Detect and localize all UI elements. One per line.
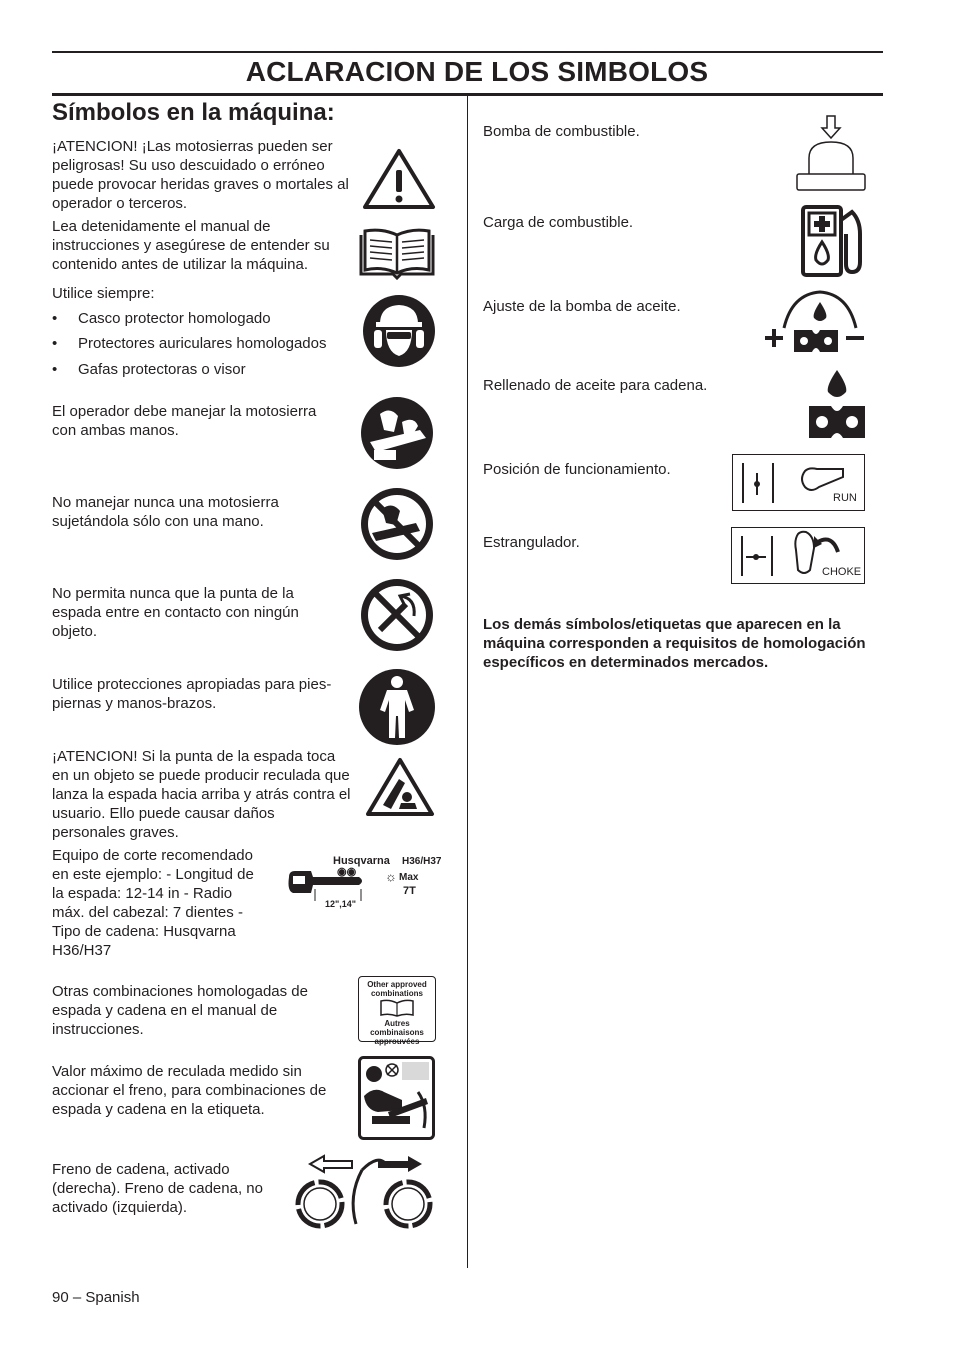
kickback-text: ¡ATENCION! Si la punta de la espada toca en un objeto se puede producir reculada que lanza la espada hacia arriba y atrás contra el usuario. Ello puede causar daños personales graves.	[52, 748, 351, 841]
fuel-pump-icon	[795, 114, 867, 194]
choke-text: Estrangulador.	[483, 534, 580, 551]
section-title: Símbolos en la máquina:	[52, 99, 335, 126]
use-always-text: Utilice siempre:	[52, 285, 155, 302]
label-teeth: 7T	[403, 885, 416, 897]
mini-book-icon	[379, 999, 415, 1017]
other-combinations-icon	[358, 976, 436, 1046]
other-combinations-top-label: Other approved combinations	[367, 980, 427, 998]
tip-contact-text: No permita nunca que la punta de la espada entre en contacto con ningún objeto.	[52, 585, 299, 640]
switch-choke-icon	[736, 532, 780, 580]
oil-fill-text: Rellenado de aceite para cadena.	[483, 377, 708, 394]
two-hands-icon	[360, 396, 434, 470]
cutting-equipment-text: Equipo de corte recomendado en este ejemplo: - Longitud de la espada: 12-14 in - Radio máx. del cabezal: 7 dientes - Tipo de cadena: Husqvarna H36/H37	[52, 847, 254, 959]
no-one-hand-icon	[360, 487, 434, 561]
fuel-fill-icon	[800, 204, 868, 278]
label-chain-type: H36/H37	[402, 856, 442, 867]
manual-text: Lea detenidamente el manual de instrucciones y asegúrese de entender su contenido antes de utilizar la máquina.	[52, 218, 330, 273]
other-combinations-text: Otras combinaciones homologadas de espada y cadena en el manual de instrucciones.	[52, 983, 308, 1038]
fuel-fill-text: Carga de combustible.	[483, 214, 634, 231]
top-rule	[52, 51, 883, 53]
run-position-text: Posición de funcionamiento.	[483, 461, 671, 478]
fuel-pump-text: Bomba de combustible.	[483, 123, 640, 140]
label-length: 12",14"	[325, 899, 357, 909]
manual-book-icon	[358, 228, 436, 280]
bar-chain-label-icon	[285, 855, 450, 915]
chain-brake-icon	[290, 1152, 438, 1230]
chain-brake-text: Freno de cadena, activado (derecha). Freno de cadena, no activado (izquierda).	[52, 1161, 263, 1216]
run-label: RUN	[833, 492, 857, 504]
max-kickback-icon	[358, 1056, 435, 1140]
choke-label: CHOKE	[822, 566, 862, 578]
other-combinations-bottom-label: Autres combinaisons approuvées	[370, 1019, 424, 1046]
protection-text: Utilice protecciones apropiadas para pies-piernas y manos-brazos.	[52, 676, 332, 712]
switch-run-icon	[737, 459, 781, 507]
choke-lever-run-icon	[797, 465, 845, 495]
kickback-warning-icon	[365, 757, 435, 817]
bullet-helmet: Casco protector homologado	[78, 310, 271, 327]
column-divider	[467, 96, 468, 1268]
chain-oil-fill-icon	[806, 368, 868, 442]
bullet-ear-protection: Protectores auriculares homologados	[78, 335, 327, 352]
oil-pump-adjust-icon	[762, 288, 868, 358]
one-hand-text: No manejar nunca una motosierra sujetándola sólo con una mano.	[52, 494, 279, 530]
label-brand: Husqvarna	[333, 855, 390, 867]
oil-pump-text: Ajuste de la bomba de aceite.	[483, 298, 681, 315]
protective-clothing-icon	[358, 668, 436, 746]
bullet-goggles: Gafas protectoras o visor	[78, 361, 246, 378]
label-max: Max	[399, 872, 419, 883]
note-text: Los demás símbolos/etiquetas que aparecen en la máquina corresponden a requisitos de homologación específicos en determinados mercados.	[483, 616, 866, 671]
choke-position-icon	[731, 527, 865, 584]
max-kickback-text: Valor máximo de reculada medido sin accionar el freno, para combinaciones de espada y cadena en la etiqueta.	[52, 1063, 327, 1118]
helmet-protection-icon	[362, 294, 436, 368]
page-number: 90 – Spanish	[52, 1289, 140, 1306]
warning-triangle-icon	[362, 148, 436, 210]
page-title: ACLARACION DE LOS SIMBOLOS	[245, 56, 709, 87]
sprocket-icon: ☼	[385, 869, 397, 884]
run-position-icon	[732, 454, 865, 511]
chain-link-icon: ◉◉	[337, 866, 357, 878]
warning-text: ¡ATENCION! ¡Las motosierras pueden ser peligrosas! Su uso descuidado o erróneo puede provocar heridas graves o mortales al operador o terceros.	[52, 138, 349, 212]
no-tip-contact-icon	[360, 578, 434, 652]
two-hands-text: El operador debe manejar la motosierra con ambas manos.	[52, 403, 317, 439]
